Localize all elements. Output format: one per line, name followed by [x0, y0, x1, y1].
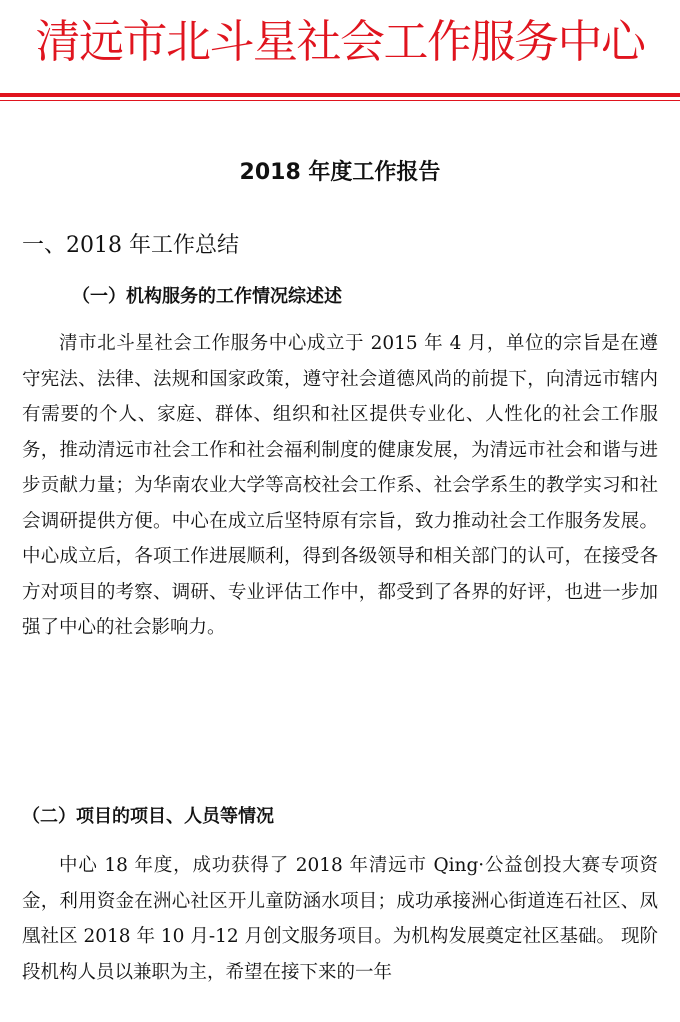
report-title: 2018 年度工作报告	[239, 160, 441, 185]
section-heading: 一、2018 年工作总结	[22, 233, 239, 258]
subsection-heading-projects: （二）项目的项目、人员等情况	[22, 806, 274, 827]
projects-paragraph: 中心 18 年度，成功获得了 2018 年清远市 Qing·公益创投大赛专项资金，利用资金在洲心社区开儿童防涵水项目；成功承接洲心街道连石社区、凤凰社区 2018 年 10 月-12 月创文服务项目。为机构发展奠定社区基础。 现阶段机构人员以兼职为主，希望在接下来的一年	[22, 855, 658, 983]
overview-paragraph: 清市北斗星社会工作服务中心成立于 2015 年 4 月，单位的宗旨是在遵守宪法、法律、法规和国家政策，遵守社会道德风尚的前提下，向清远市辖内有需要的个人、家庭、群体、组织和社区提供专业化、人性化的社会工作服务，推动清远市社会工作和社会福利制度的健康发展，为清远市社会和谐与进步贡献力量；为华南农业大学等高校社会工作系、社会学系生的教学实习和社会调研提供方便。中心在成立后坚特原有宗旨，致力推动社会工作服务发展。中心成立后，各项工作进展顺利，得到各级领导和相关部门的认可，在接受各方对项目的考察、调研、专业评估工作中，都受到了各界的好评，也进一步加强了中心的社会影响力。	[22, 333, 658, 638]
header-divider-thick	[0, 93, 680, 97]
subsection-heading-overview: （一）机构服务的工作情况综述述	[72, 286, 342, 307]
organization-header: 清远市北斗星社会工作服务中心	[35, 15, 645, 68]
header-divider-thin	[0, 100, 680, 101]
